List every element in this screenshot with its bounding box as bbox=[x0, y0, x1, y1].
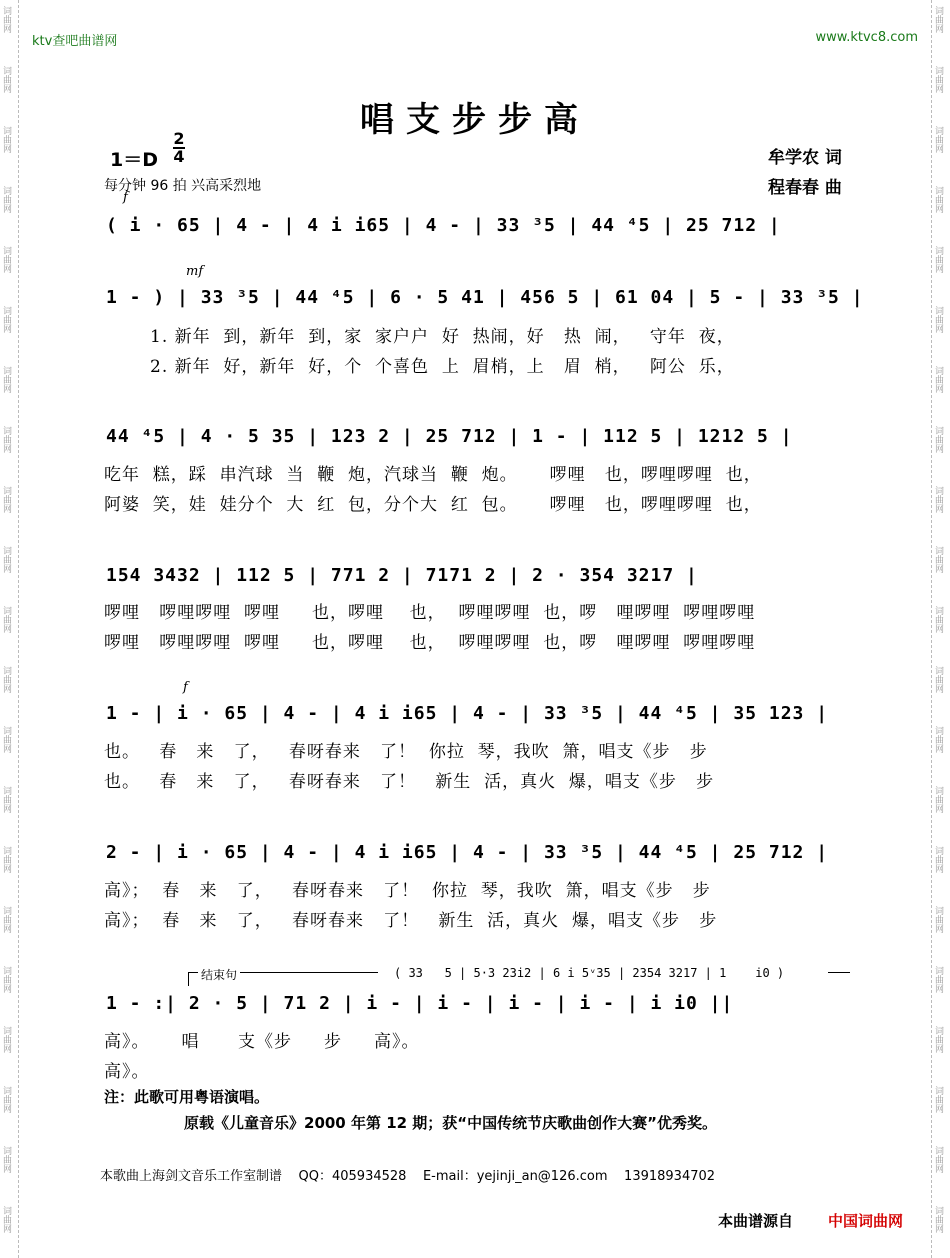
side-watermark-text: 词 曲 网 bbox=[3, 307, 13, 335]
side-watermark-text: 词 曲 网 bbox=[3, 847, 13, 875]
dynamic-mark: f bbox=[123, 190, 128, 205]
ending-label: 结束句 bbox=[198, 966, 240, 983]
side-watermark-text: 词 曲 网 bbox=[935, 187, 945, 215]
source-label: 本曲谱源自 bbox=[718, 1212, 794, 1230]
publication-credit: 原载《儿童音乐》2000 年第 12 期；获“中国传统节庆歌曲创作大赛”优秀奖。 bbox=[184, 1114, 718, 1132]
lyric-verse-1: 高》。 唱 支《步 步 高》。 bbox=[104, 1032, 420, 1052]
left-margin-watermark bbox=[0, 0, 19, 1258]
side-watermark-text: 词 曲 网 bbox=[3, 1147, 13, 1175]
side-watermark-text: 词 曲 网 bbox=[3, 427, 13, 455]
side-watermark-text: 词 曲 网 bbox=[935, 787, 945, 815]
lyric-verse-1: 也。 春 来 了， 春呀春来 了！ 你拉 琴，我吹 箫，唱支《步 步 bbox=[104, 742, 708, 762]
key-signature: 1＝D bbox=[110, 149, 158, 171]
side-watermark-text: 词 曲 网 bbox=[3, 7, 13, 35]
watermark-left: ktv查吧曲谱网 bbox=[32, 34, 118, 49]
side-watermark-text: 词 曲 网 bbox=[935, 367, 945, 395]
side-watermark-text: 词 曲 网 bbox=[3, 67, 13, 95]
lyric-verse-1: 1. 新年 到，新年 到，家 家户户 好 热闹，好 热 闹， 守年 夜， bbox=[150, 327, 735, 347]
side-watermark-text: 词 曲 网 bbox=[935, 427, 945, 455]
notation-line-1: ( i · 65 | 4 - | 4 i i65 | 4 - | 33 ³5 | 44 ⁴5 | 25 712 | bbox=[106, 215, 781, 236]
ending-alt-notes: ( 33 5 | 5·3 23i2 | 6 i 5ᵛ35 | 2354 3217 | 1 i0 ) bbox=[394, 966, 785, 980]
side-watermark-text: 词 曲 网 bbox=[3, 1207, 13, 1235]
source-site-link[interactable]: 中国词曲网 bbox=[828, 1212, 904, 1230]
side-watermark-text: 词 曲 网 bbox=[935, 7, 945, 35]
side-watermark-text: 词 曲 网 bbox=[3, 547, 13, 575]
side-watermark-text: 词 曲 网 bbox=[3, 367, 13, 395]
lyric-verse-2: 高》； 春 来 了， 春呀春来 了！ 新生 活，真火 爆，唱支《步 步 bbox=[104, 911, 718, 931]
lyric-verse-2: 也。 春 来 了， 春呀春来 了！ 新生 活，真火 爆，唱支《步 步 bbox=[104, 772, 715, 792]
side-watermark-text: 词 曲 网 bbox=[935, 127, 945, 155]
side-watermark-text: 词 曲 网 bbox=[935, 967, 945, 995]
side-watermark-text: 词 曲 网 bbox=[935, 247, 945, 275]
lyric-verse-1: 吃年 糕，踩 串汽球 当 鞭 炮，汽球当 鞭 炮。 啰哩 也，啰哩啰哩 也， bbox=[104, 465, 762, 485]
side-watermark-text: 词 曲 网 bbox=[3, 667, 13, 695]
side-watermark-text: 词 曲 网 bbox=[935, 547, 945, 575]
ending-bracket-left bbox=[188, 972, 189, 986]
lyricist: 牟学农 词 bbox=[768, 148, 842, 168]
side-watermark-text: 词 曲 网 bbox=[935, 1147, 945, 1175]
notation-line-3: 44 ⁴5 | 4 · 5 35 | 123 2 | 25 712 | 1 - | 112 5 | 1212 5 | bbox=[106, 426, 793, 447]
side-watermark-text: 词 曲 网 bbox=[935, 1027, 945, 1055]
lyric-verse-2: 2. 新年 好，新年 好，个 个喜色 上 眉梢，上 眉 梢， 阿公 乐， bbox=[150, 357, 735, 377]
side-watermark-text: 词 曲 网 bbox=[3, 1087, 13, 1115]
side-watermark-text: 词 曲 网 bbox=[3, 787, 13, 815]
notation-line-6: 2 - | i · 65 | 4 - | 4 i i65 | 4 - | 33 ³5 | 44 ⁴5 | 25 712 | bbox=[106, 842, 829, 863]
side-watermark-text: 词 曲 网 bbox=[3, 607, 13, 635]
notation-line-4: 154 3432 | 112 5 | 771 2 | 7171 2 | 2 · 354 3217 | bbox=[106, 565, 698, 586]
side-watermark-text: 词 曲 网 bbox=[3, 967, 13, 995]
notation-line-7: 1 - :| 2 · 5 | 71 2 | i - | i - | i - | i - | i i0 || bbox=[106, 993, 734, 1014]
lyric-verse-2: 高》。 bbox=[104, 1062, 150, 1082]
lyric-verse-1: 高》； 春 来 了， 春呀春来 了！ 你拉 琴，我吹 箫，唱支《步 步 bbox=[104, 881, 711, 901]
side-watermark-text: 词 曲 网 bbox=[935, 307, 945, 335]
side-watermark-text: 词 曲 网 bbox=[935, 67, 945, 95]
footer-info: 本歌曲上海剑文音乐工作室制谱 QQ：405934528 E-mail：yejinji_an@126.com 13918934702 bbox=[100, 1169, 716, 1184]
right-margin-watermark bbox=[931, 0, 950, 1258]
side-watermark-text: 词 曲 网 bbox=[935, 847, 945, 875]
side-watermark-text: 词 曲 网 bbox=[3, 727, 13, 755]
side-watermark-text: 词 曲 网 bbox=[935, 727, 945, 755]
time-sig-top: 2 bbox=[173, 129, 185, 148]
lyric-verse-2: 啰哩 啰哩啰哩 啰哩 也，啰哩 也， 啰哩啰哩 也，啰 哩啰哩 啰哩啰哩 bbox=[104, 633, 756, 653]
side-watermark-text: 词 曲 网 bbox=[3, 127, 13, 155]
side-watermark-text: 词 曲 网 bbox=[3, 907, 13, 935]
side-watermark-text: 词 曲 网 bbox=[3, 247, 13, 275]
page-title: 唱支步步高 bbox=[360, 100, 590, 140]
time-sig-bottom: 4 bbox=[173, 147, 185, 166]
side-watermark-text: 词 曲 网 bbox=[935, 667, 945, 695]
lyric-verse-1: 啰哩 啰哩啰哩 啰哩 也，啰哩 也， 啰哩啰哩 也，啰 哩啰哩 啰哩啰哩 bbox=[104, 603, 756, 623]
side-watermark-text: 词 曲 网 bbox=[935, 1087, 945, 1115]
dynamic-mark: f bbox=[183, 680, 188, 695]
notation-line-5: 1 - | i · 65 | 4 - | 4 i i65 | 4 - | 33 ³5 | 44 ⁴5 | 35 123 | bbox=[106, 703, 829, 724]
side-watermark-text: 词 曲 网 bbox=[3, 487, 13, 515]
time-signature bbox=[173, 131, 185, 165]
side-watermark-text: 词 曲 网 bbox=[3, 187, 13, 215]
side-watermark-text: 词 曲 网 bbox=[935, 487, 945, 515]
performance-note: 注：此歌可用粤语演唱。 bbox=[104, 1088, 270, 1106]
ending-bracket-right bbox=[828, 972, 850, 973]
composer: 程春春 曲 bbox=[768, 178, 842, 198]
side-watermark-text: 词 曲 网 bbox=[935, 607, 945, 635]
side-watermark-text: 词 曲 网 bbox=[3, 1027, 13, 1055]
notation-line-2: 1 - ) | 33 ³5 | 44 ⁴5 | 6 · 5 41 | 456 5 | 61 04 | 5 - | 33 ³5 | bbox=[106, 287, 864, 308]
side-watermark-text: 词 曲 网 bbox=[935, 1207, 945, 1235]
side-watermark-text: 词 曲 网 bbox=[935, 907, 945, 935]
lyric-verse-2: 阿婆 笑，娃 娃分个 大 红 包，分个大 红 包。 啰哩 也，啰哩啰哩 也， bbox=[104, 495, 762, 515]
watermark-right: www.ktvc8.com bbox=[815, 30, 918, 45]
dynamic-mark: mf bbox=[186, 264, 204, 279]
tempo-marking: 每分钟 96 拍 兴高采烈地 bbox=[104, 178, 262, 194]
